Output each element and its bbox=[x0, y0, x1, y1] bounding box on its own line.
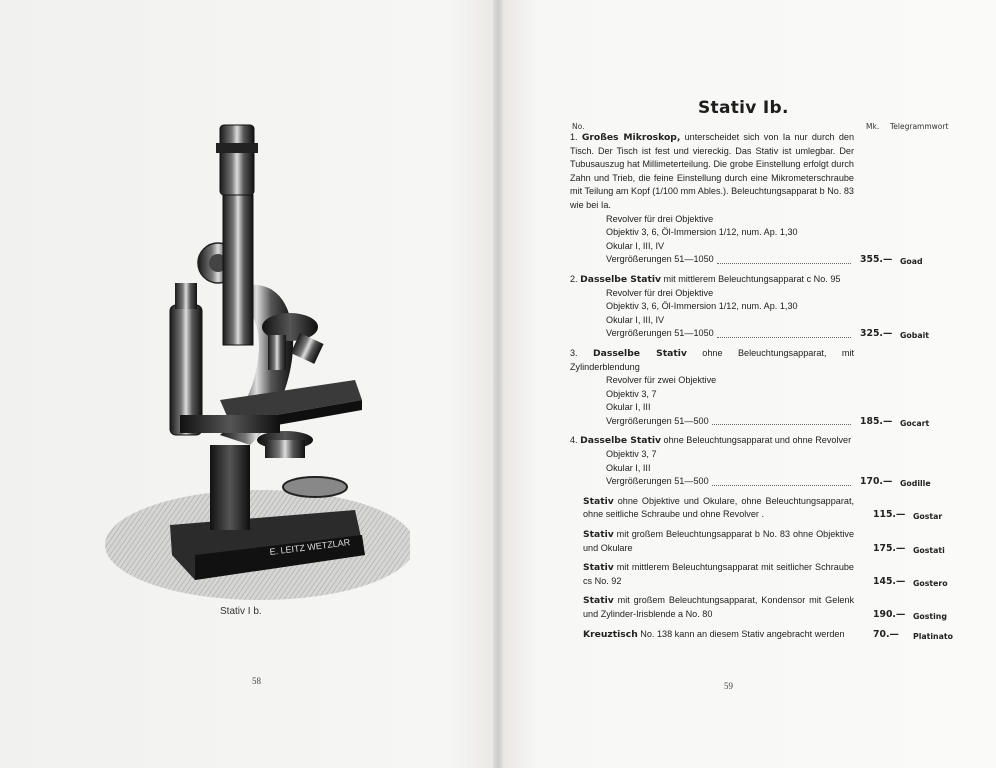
price-line: Vergrößerungen 51—1050 355.— Goad bbox=[606, 253, 854, 267]
price-line: Vergrößerungen 51—1050 325.— Gobait bbox=[606, 327, 854, 341]
catalog-list bbox=[570, 131, 953, 647]
stativ-item: Kreuztisch No. 138 kann an diesem Stativ angebracht werden 70.— Platinato bbox=[583, 628, 854, 642]
entry-text: unterscheidet sich von Ia nur durch den Tisch. Der Tisch ist fest und viereckig. Das Stativ ist umlegbar. Der Tubusauszug hat Millimeterteilung. Die grobe Einstellung erfolgt durch Zahn und Trieb, die feine Einstellung durch eine Mikrometerschraube mit Teilung am Kopf (1/100 mm Ables.). Beleuchtungsapparat b No. 83 wie bei Ia. bbox=[570, 132, 855, 210]
header-no: No. bbox=[572, 122, 585, 131]
price: 325.— bbox=[860, 328, 893, 340]
leader-dots bbox=[712, 423, 851, 425]
stativ-item: Stativ mit großem Beleuchtungsapparat b No. 83 ohne Objektive und Okulare 175.— Gostati bbox=[583, 528, 854, 555]
entry-line: Okular I, III bbox=[606, 402, 651, 413]
entry-line: Okular I, III, IV bbox=[606, 314, 665, 325]
catalog-entry-2 bbox=[570, 273, 929, 341]
page-number-right: 59 bbox=[724, 681, 733, 691]
engraving-text: E. LEITZ WETZLAR bbox=[269, 537, 351, 557]
entry-line: Objektiv 3, 7 bbox=[606, 388, 657, 399]
telegram-word: Gostar bbox=[913, 512, 943, 522]
price: 185.— bbox=[860, 415, 893, 427]
entry-line: Objektiv 3, 7 bbox=[606, 449, 657, 460]
entry-bold: Dasselbe Stativ bbox=[593, 347, 687, 359]
figure-caption: Stativ I b. bbox=[220, 606, 262, 617]
price: 175.— bbox=[873, 542, 906, 554]
page-title: Stativ Ib. bbox=[698, 98, 789, 118]
telegram-word: Gobait bbox=[900, 331, 929, 341]
price: 145.— bbox=[873, 575, 906, 587]
telegram-word: Platinato bbox=[913, 631, 953, 641]
entry-line: Revolver für zwei Objektive bbox=[606, 375, 717, 386]
telegram-word: Goad bbox=[900, 257, 923, 267]
catalog-entry-4 bbox=[570, 434, 931, 489]
entry-text: ohne Beleuchtungsapparat, mit Zylinderblendung bbox=[570, 347, 855, 372]
microscope-illustration bbox=[100, 115, 410, 605]
stativ-item: Stativ ohne Objektive und Okulare, ohne Beleuchtungsapparat, ohne seitliche Schraube und ohne Revolver . 115.— Gostar bbox=[583, 495, 854, 522]
header-mk: Mk. bbox=[866, 122, 880, 131]
entry-line: Okular I, III bbox=[606, 462, 651, 473]
price-line: Vergrößerungen 51—500 185.— Gocart bbox=[606, 415, 854, 429]
stativ-item: Stativ mit großem Beleuchtungsapparat, Kondensor mit Gelenk und Zylinder-Irisblende a No. 80 190.— Gosting bbox=[583, 594, 854, 621]
stativ-item: Stativ mit mittlerem Beleuchtungsapparat mit seitlicher Schraube cs No. 92 145.— Gostero bbox=[583, 561, 854, 588]
entry-number: 2. bbox=[570, 273, 578, 284]
telegram-word: Gocart bbox=[900, 418, 930, 428]
page-number-left: 58 bbox=[252, 676, 261, 686]
telegram-word: Gostero bbox=[913, 578, 948, 588]
header-telegramm: Telegrammwort bbox=[890, 122, 949, 131]
price: 70.— bbox=[873, 628, 899, 640]
entry-bold: Großes Mikroskop, bbox=[581, 132, 681, 143]
entry-number: 1. bbox=[570, 132, 578, 142]
entry-line: Okular I, III, IV bbox=[606, 240, 665, 251]
price: 115.— bbox=[873, 509, 906, 521]
entry-line: Objektiv 3, 6, Öl-Immersion 1/12, num. Ap. 1,30 bbox=[606, 301, 798, 312]
telegram-word: Gosting bbox=[913, 612, 947, 621]
leader-dots bbox=[717, 262, 851, 264]
entry-line: Revolver für drei Objektive bbox=[606, 213, 714, 224]
entry-number: 4. bbox=[570, 435, 578, 446]
price: 190.— bbox=[873, 609, 906, 620]
entry-text: ohne Beleuchtungsapparat und ohne Revolver bbox=[661, 435, 852, 446]
price-line: Vergrößerungen 51—500 170.— Godille bbox=[606, 475, 854, 489]
entry-bold: Dasselbe Stativ bbox=[580, 273, 662, 285]
leader-dots bbox=[717, 336, 851, 338]
entry-bold: Dasselbe Stativ bbox=[580, 435, 662, 447]
entry-number: 3. bbox=[570, 347, 578, 358]
telegram-word: Godille bbox=[900, 479, 931, 489]
catalog-entry-3 bbox=[570, 347, 930, 429]
entry-line: Revolver für drei Objektive bbox=[606, 287, 714, 298]
telegram-word: Gostati bbox=[913, 545, 945, 555]
price: 355.— bbox=[860, 254, 893, 266]
leader-dots bbox=[712, 484, 851, 486]
entry-text: mit mittlerem Beleuchtungsapparat c No. 95 bbox=[661, 273, 841, 284]
entry-line: Objektiv 3, 6, Öl-Immersion 1/12, num. Ap. 1,30 bbox=[606, 227, 798, 238]
book-gutter bbox=[493, 0, 503, 768]
price: 170.— bbox=[860, 476, 893, 488]
catalog-entry-1 bbox=[570, 131, 923, 267]
